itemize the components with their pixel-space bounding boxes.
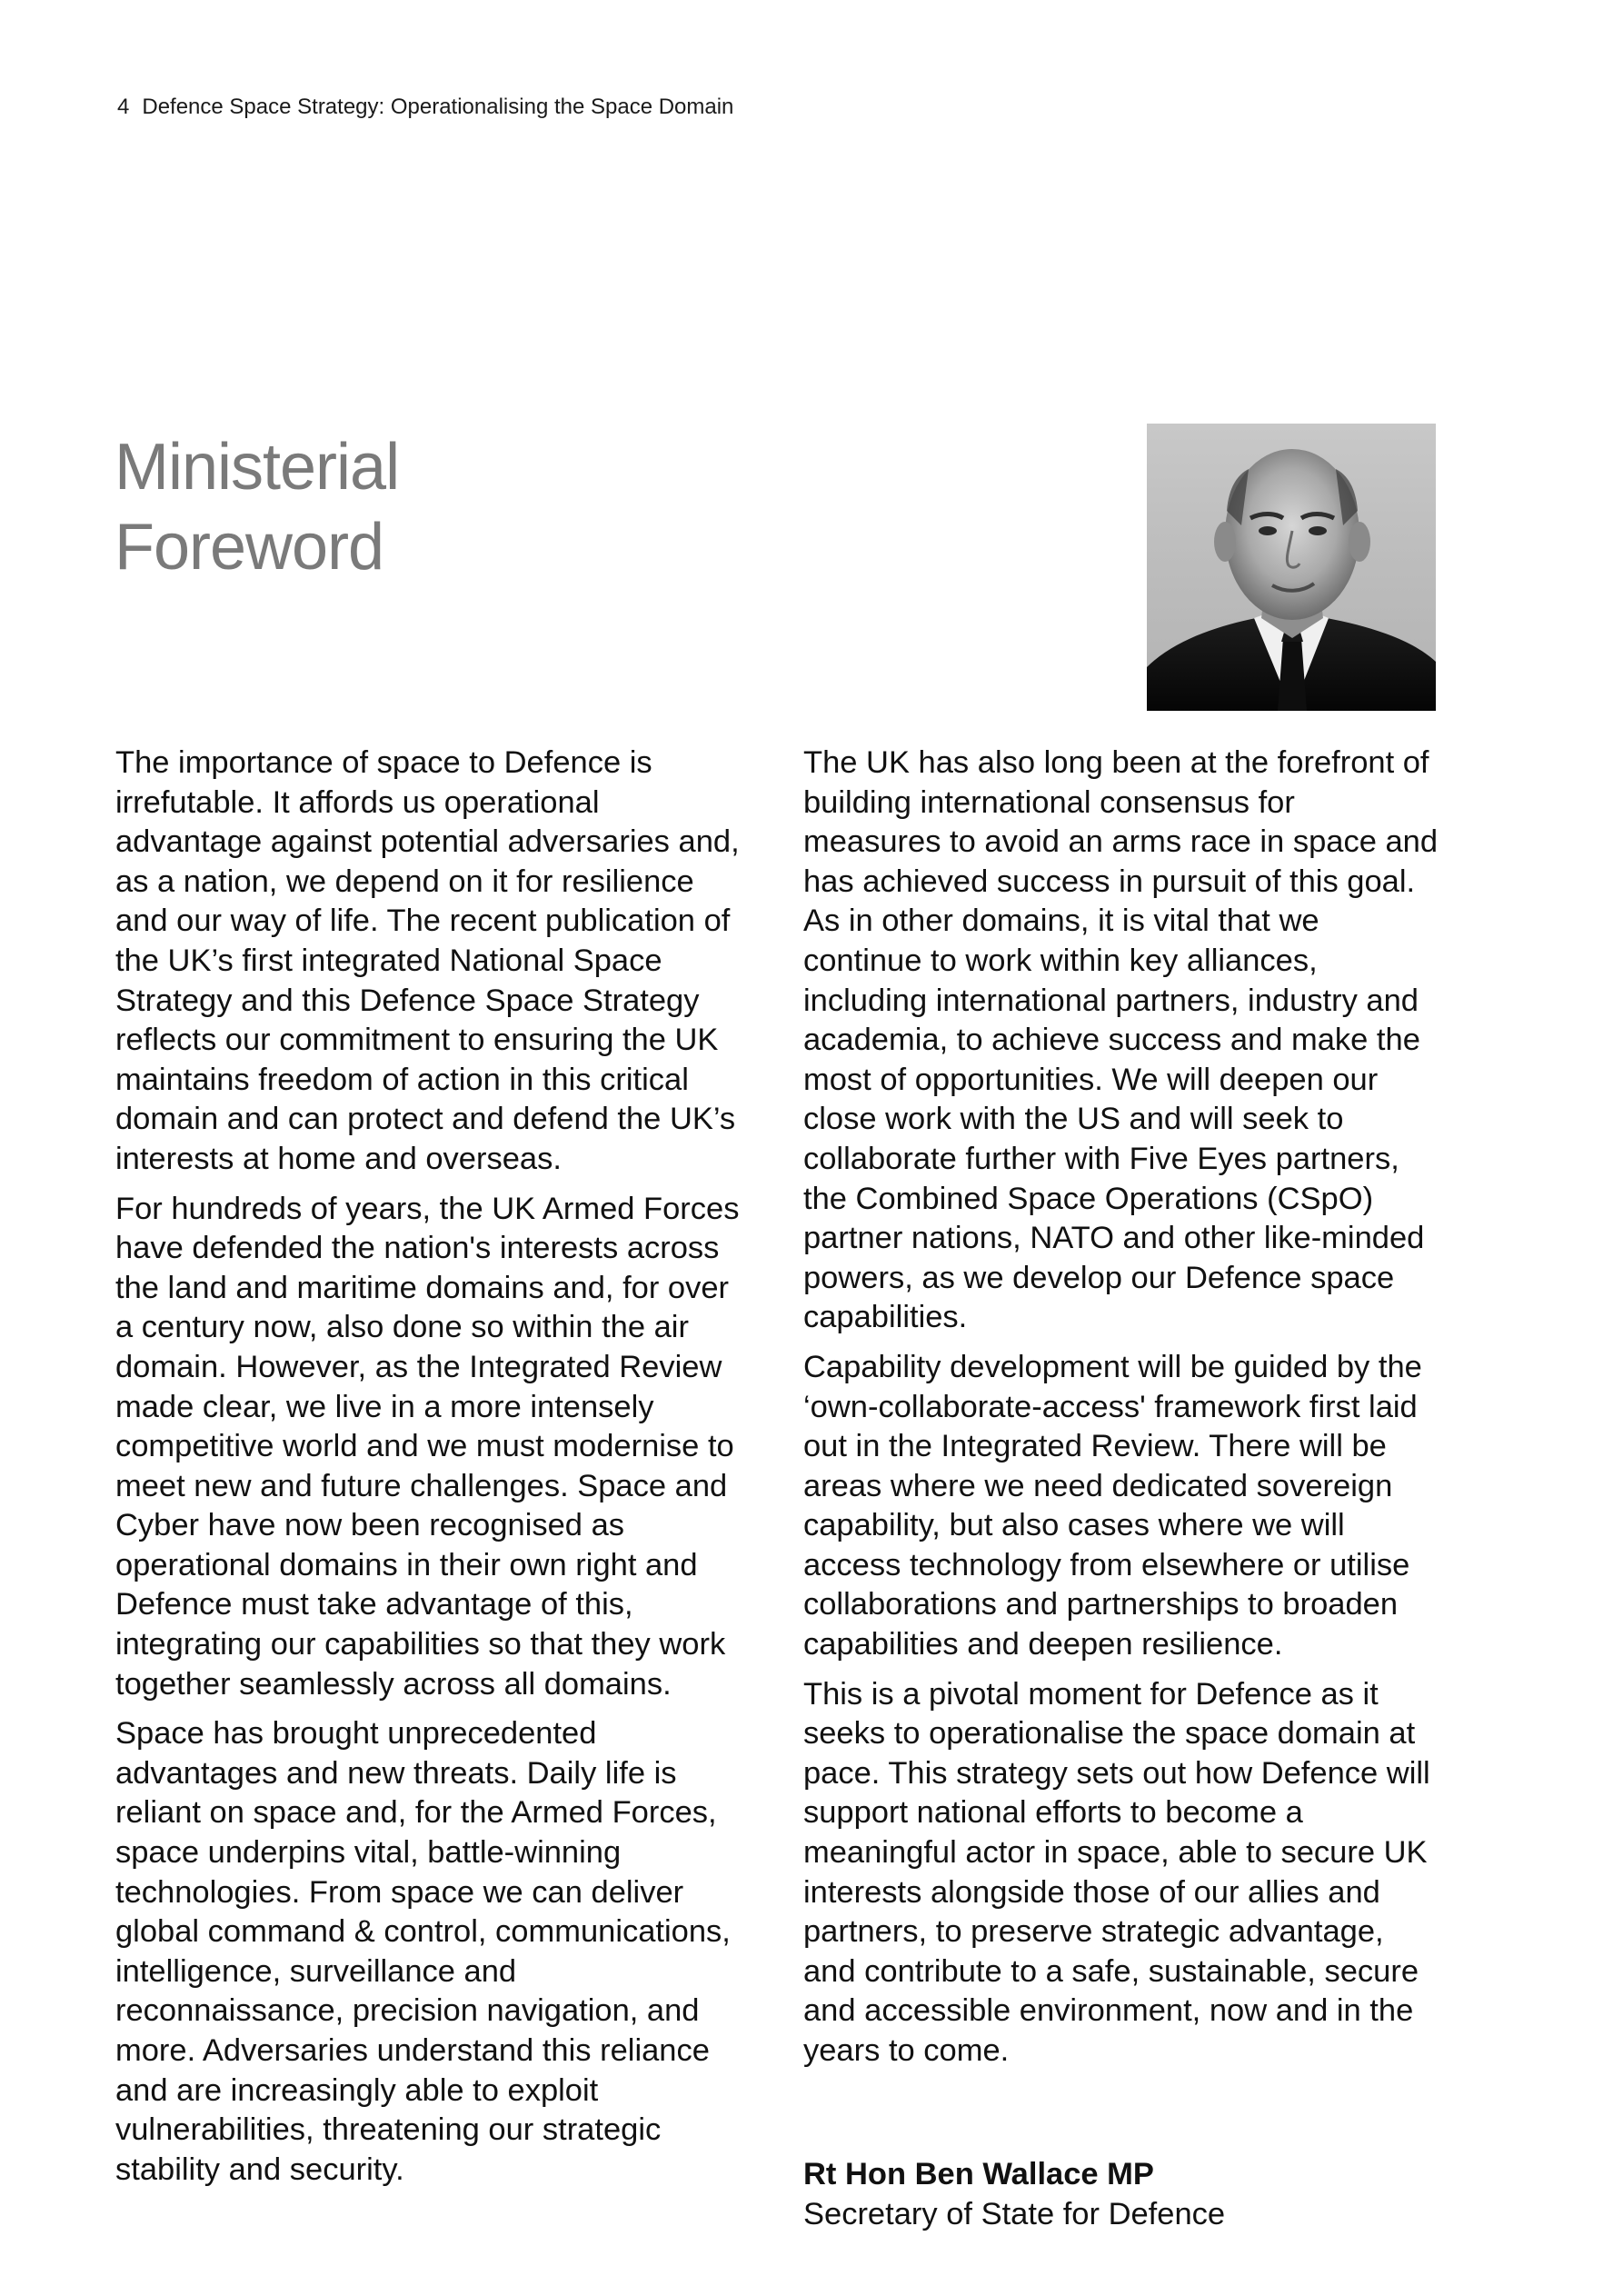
paragraph: This is a pivotal moment for Defence as it seeks to operationalise the space domain at pace. This strategy sets out how Defence will support national efforts to become a meaningful actor in space, able to secure UK interests alongside those of our allies and partners, to preserve strategic advantage, and contribute to a safe, sustainable, secure and accessible environment, now and in the years to come. bbox=[803, 1676, 1430, 2068]
right-column bbox=[803, 744, 1439, 2081]
running-header bbox=[117, 95, 733, 120]
document-title: Defence Space Strategy: Operationalising the Space Domain bbox=[142, 95, 734, 119]
signatory-block bbox=[803, 2154, 1225, 2234]
signatory-role: Secretary of State for Defence bbox=[803, 2197, 1226, 2231]
paragraph: Space has brought unprecedented advantages and new threats. Daily life is reliant on space and, for the Armed Forces, space underpins vital, battle-winning technologies. From space we can deliver global command & control, communications, intelligence, surveillance and reconnaissance, precision navigation, and more. Adversaries understand this reliance and are increasingly able to exploit vulnerabilities, threatening our strategic stability and security. bbox=[115, 1716, 731, 2187]
left-column bbox=[115, 744, 752, 2200]
page-number: 4 bbox=[117, 95, 130, 119]
minister-portrait bbox=[1147, 424, 1436, 711]
paragraph: The importance of space to Defence is irrefutable. It affords us operational advantage against potential adversaries and, as a nation, we depend on it for resilience and our way of life. The recent publication of the UK’s first integrated National Space Strategy and this Defence Space Strategy reflects our commitment to ensuring the UK maintains freedom of action in this critical domain and can protect and defend the UK’s interests at home and overseas. bbox=[115, 745, 740, 1176]
paragraph: For hundreds of years, the UK Armed Forces have defended the nation's interests across the land and maritime domains and, for over a century now, also done so within the air domain. However, as the Integrated Review made clear, we live in a more intensely competitive world and we must modernise to meet new and future challenges. Space and Cyber have now been recognised as operational domains in their own right and Defence must take advantage of this, integrating our capabilities so that they work together seamlessly across all domains. bbox=[115, 1191, 740, 1702]
portrait-image bbox=[1147, 424, 1436, 711]
paragraph: Capability development will be guided by the ‘own-collaborate-access' framework first laid out in the Integrated Review. There will be areas where we need dedicated sovereign capability, but also cases where we will access technology from elsewhere or utilise collaborations and partnerships to broaden capabilities and deepen resilience. bbox=[803, 1349, 1422, 1662]
paragraph: The UK has also long been at the forefront of building international consensus for measures to avoid an arms race in space and has achieved success in pursuit of this goal. As in other domains, it is vital that we continue to work within key alliances, including international partners, industry and academia, to achieve success and make the most of opportunities. We will deepen our close work with the US and will seek to collaborate further with Five Eyes partners, the Combined Space Operations (CSpO) partner nations, NATO and other like-minded powers, as we develop our Defence space capabilities. bbox=[803, 745, 1439, 1335]
page-title-line-1: Ministerial bbox=[115, 431, 400, 504]
page-title bbox=[115, 427, 399, 587]
signatory-name: Rt Hon Ben Wallace MP bbox=[803, 2157, 1154, 2191]
page-title-line-2: Foreword bbox=[115, 511, 384, 584]
